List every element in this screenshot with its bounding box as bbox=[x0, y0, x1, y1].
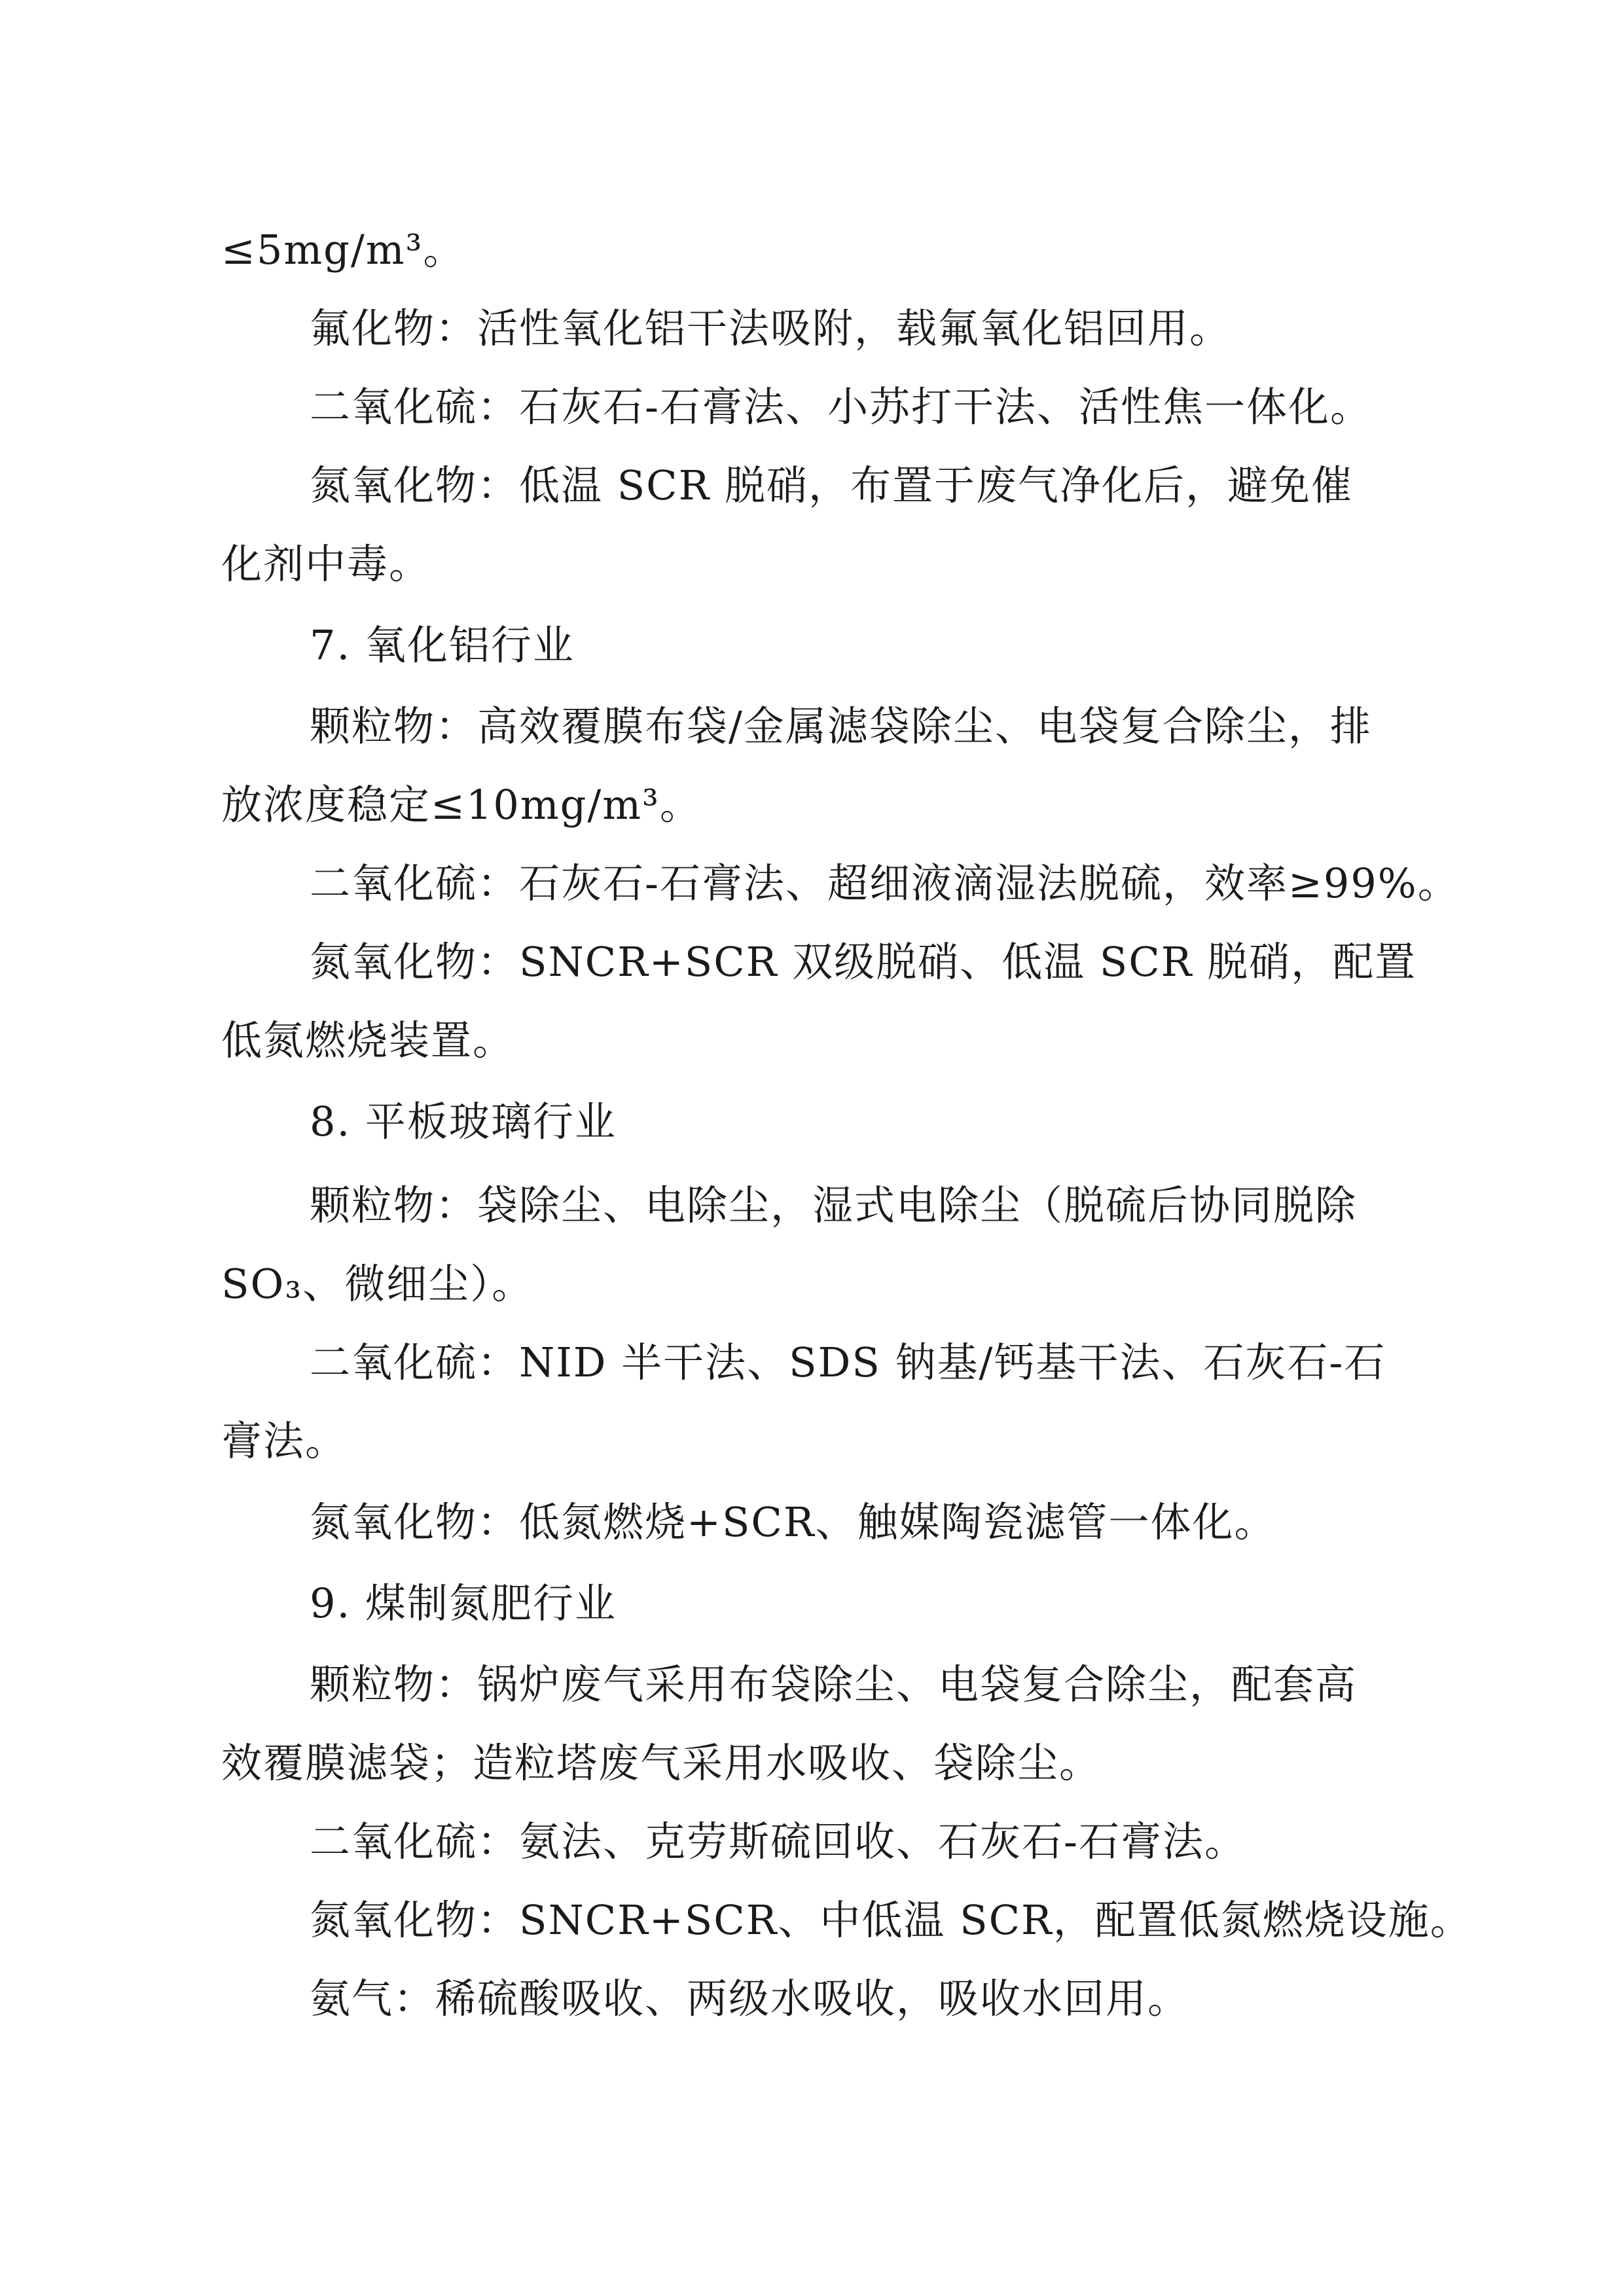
text-line-22: 氮氧化物：SNCR+SCR、中低温 SCR，配置低氮燃烧设施。 bbox=[310, 1896, 1472, 1944]
text-line-11: 低氮燃烧装置。 bbox=[221, 1016, 515, 1064]
text-line-7: 颗粒物：高效覆膜布袋/金属滤袋除尘、电袋复合除尘，排 bbox=[310, 702, 1372, 750]
text-line-14: SO₃、微细尘）。 bbox=[221, 1260, 534, 1308]
section-heading-8: 8. 平板玻璃行业 bbox=[310, 1098, 617, 1145]
text-line-21: 二氧化硫：氨法、克劳斯硫回收、石灰石-石膏法。 bbox=[310, 1818, 1246, 1865]
text-line-16: 膏法。 bbox=[221, 1417, 348, 1465]
text-line-4: 氮氧化物：低温 SCR 脱硝，布置于废气净化后，避免催 bbox=[310, 461, 1354, 509]
text-line-8: 放浓度稳定≤10mg/m³。 bbox=[221, 781, 702, 829]
text-line-15: 二氧化硫：NID 半干法、SDS 钠基/钙基干法、石灰石-石 bbox=[310, 1338, 1386, 1386]
text-line-23: 氨气：稀硫酸吸收、两级水吸收，吸收水回用。 bbox=[310, 1975, 1190, 2022]
text-line-19: 颗粒物：锅炉废气采用布袋除尘、电袋复合除尘，配套高 bbox=[310, 1660, 1358, 1708]
text-line-20: 效覆膜滤袋；造粒塔废气采用水吸收、袋除尘。 bbox=[221, 1739, 1102, 1787]
text-line-3: 二氧化硫：石灰石-石膏法、小苏打干法、活性焦一体化。 bbox=[310, 383, 1372, 431]
section-heading-9: 9. 煤制氮肥行业 bbox=[310, 1579, 617, 1627]
text-line-13: 颗粒物：袋除尘、电除尘，湿式电除尘（脱硫后协同脱除 bbox=[310, 1181, 1358, 1229]
text-line-9: 二氧化硫：石灰石-石膏法、超细液滴湿法脱硫，效率≥99%。 bbox=[310, 859, 1460, 907]
text-line-5: 化剂中毒。 bbox=[221, 540, 431, 588]
text-line-17: 氮氧化物：低氮燃烧+SCR、触媒陶瓷滤管一体化。 bbox=[310, 1498, 1276, 1546]
text-line-10: 氮氧化物：SNCR+SCR 双级脱硝、低温 SCR 脱硝，配置 bbox=[310, 938, 1417, 986]
text-line-1: ≤5mg/m³。 bbox=[221, 226, 465, 274]
text-line-2: 氟化物：活性氧化铝干法吸附，载氟氧化铝回用。 bbox=[310, 304, 1232, 352]
section-heading-7: 7. 氧化铝行业 bbox=[310, 621, 575, 669]
